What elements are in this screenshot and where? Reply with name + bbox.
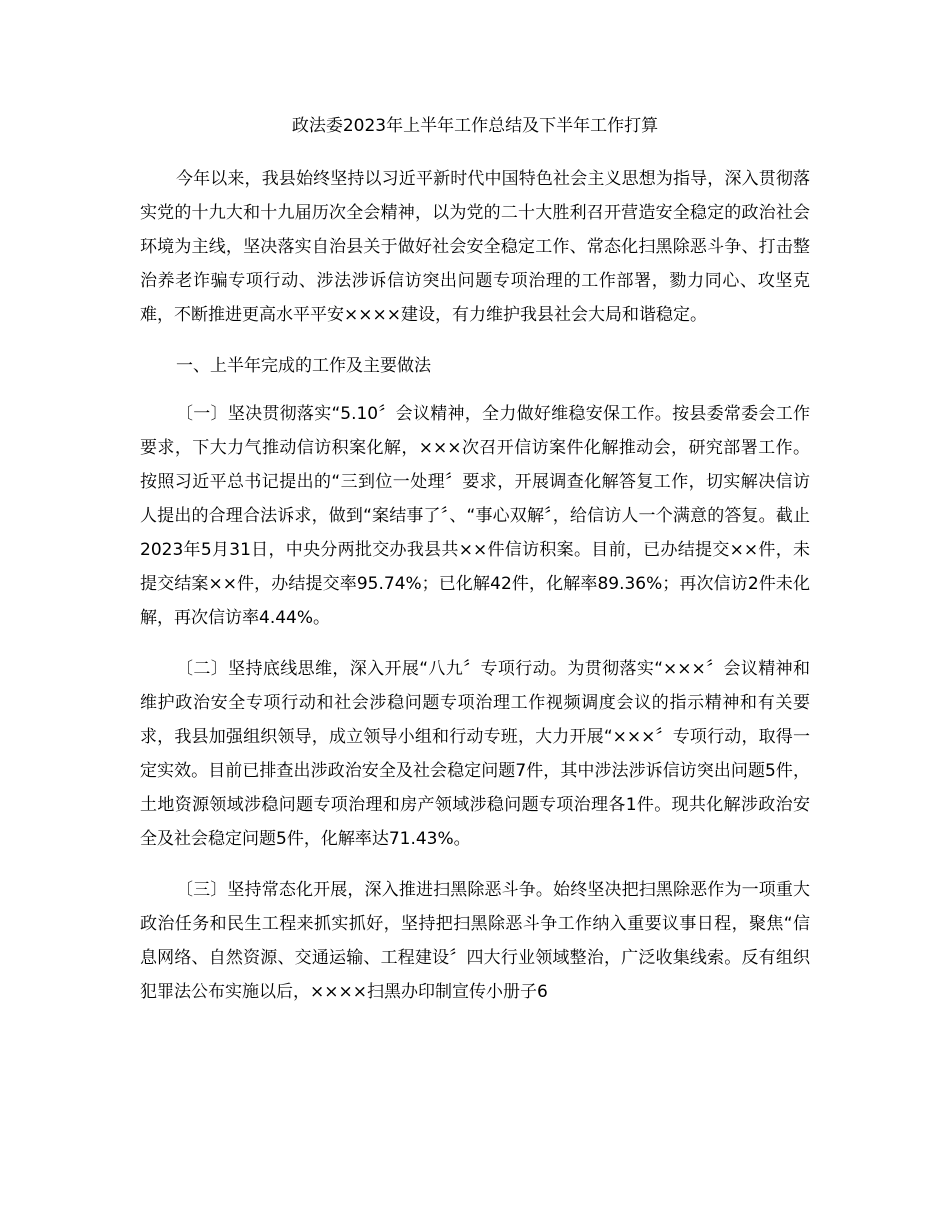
document-title: 政法委2023年上半年工作总结及下半年工作打算 <box>291 116 659 136</box>
paragraph-1: 〔一〕坚决贯彻落实“5.10〞会议精神，全力做好维稳安保工作。按县委常委会工作要求，下大力气推动信访积案化解，×××次召开信访案件化解推动会，研究部署工作。按照习近平总书记提出的“三到位一处理〞要求，开展调查化解答复工作，切实解决信访人提出的合理合法诉求，做到“案结事了〞、“事心双解〞，给信访人一个满意的答复。截止2023年5月31日，中央分两批交办我县共××件信访积案。目前，已办结提交××件，未提交结案××件，办结提交率95.74%；已化解42件，化解率89.36%；再次信访2件未化解，再次信访率4.44%。 <box>140 404 810 628</box>
paragraph-2: 〔二〕坚持底线思维，深入开展“八九〞专项行动。为贯彻落实“×××〞会议精神和维护政治安全专项行动和社会涉稳问题专项治理工作视频调度会议的指示精神和有关要求，我县加强组织领导，成立领导小组和行动专班，大力开展“×××〞专项行动，取得一定实效。目前已排查出涉政治安全及社会稳定问题7件，其中涉法涉诉信访突出问题5件，土地资源领域涉稳问题专项治理和房产领域涉稳问题专项治理各1件。现共化解涉政治安全及社会稳定问题5件，化解率达71.43%。 <box>140 659 810 849</box>
intro-paragraph: 今年以来，我县始终坚持以习近平新时代中国特色社会主义思想为指导，深入贯彻落实党的十九大和十九届历次全会精神，以为党的二十大胜利召开营造安全稳定的政治社会环境为主线，坚决落实自治县关于做好社会安全稳定工作、常态化扫黑除恶斗争、打击整治养老诈骗专项行动、涉法涉诉信访突出问题专项治理的工作部署，勠力同心、攻坚克难，不断推进更高水平平安××××建设，有力维护我县社会大局和谐稳定。 <box>140 169 810 325</box>
document-body <box>140 162 810 1026</box>
paragraph-3: 〔三〕坚持常态化开展，深入推进扫黑除恶斗争。始终坚决把扫黑除恶作为一项重大政治任务和民生工程来抓实抓好，坚持把扫黑除恶斗争工作纳入重要议事日程，聚焦“信息网络、自然资源、交通运输、工程建设〞四大行业领域整治，广泛收集线索。反有组织犯罪法公布实施以后，××××扫黑办印制宣传小册子6 <box>140 880 810 1002</box>
section-heading: 一、上半年完成的工作及主要做法 <box>176 356 431 376</box>
